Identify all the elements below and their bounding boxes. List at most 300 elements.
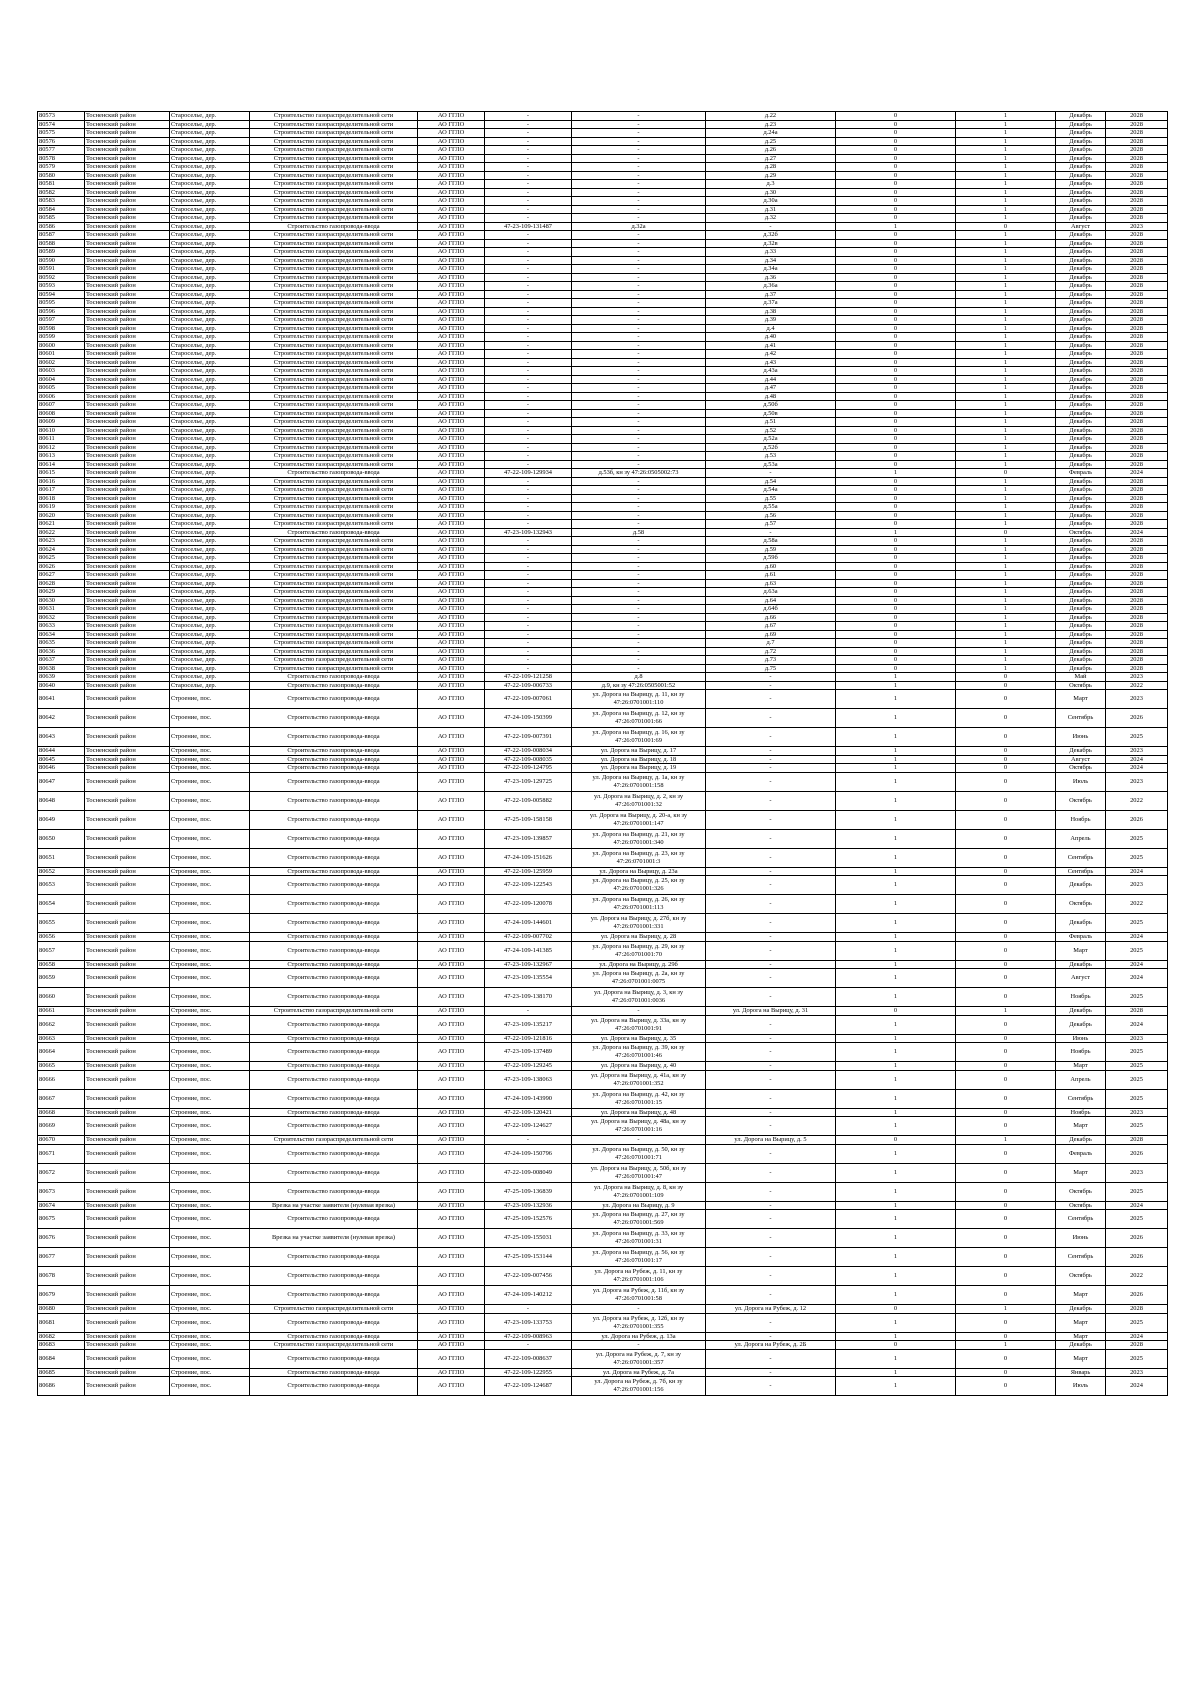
cell-address2: д.4 [706, 324, 836, 333]
cell-id: 80588 [38, 239, 85, 248]
cell-work: Строительство газораспределительной сети [250, 231, 418, 240]
cell-address2: - [706, 1201, 836, 1210]
cell-work: Строительство газопровода-ввода [250, 810, 418, 829]
cell-month: Декабрь [1056, 435, 1106, 444]
cell-district: Тосненский район [85, 681, 170, 690]
cell-month: Декабрь [1056, 520, 1106, 529]
cell-n1: 0 [836, 324, 956, 333]
cell-district: Тосненский район [85, 163, 170, 172]
cell-code: - [485, 333, 572, 342]
cell-year: 2023 [1106, 772, 1168, 791]
cell-id: 80648 [38, 791, 85, 810]
table-row [38, 426, 1168, 435]
table-row [38, 656, 1168, 665]
cell-n1: 0 [836, 171, 956, 180]
cell-n1: 0 [836, 1136, 956, 1145]
cell-work: Строительство газопровода-ввода [250, 1332, 418, 1341]
cell-n2: 0 [956, 747, 1056, 756]
cell-n1: 0 [836, 180, 956, 189]
cell-id: 80661 [38, 1007, 85, 1016]
cell-work: Строительство газораспределительной сети [250, 290, 418, 299]
cell-district: Тосненский район [85, 988, 170, 1007]
cell-code: 47-24-109-151626 [485, 848, 572, 867]
cell-address2: д.69 [706, 630, 836, 639]
cell-org: АО ГГЛО [418, 579, 485, 588]
table-row [38, 1201, 1168, 1210]
cell-address2: - [706, 1210, 836, 1229]
cell-locality: Староселье, дер. [170, 324, 250, 333]
cell-district: Тосненский район [85, 545, 170, 554]
cell-n2: 1 [956, 554, 1056, 563]
cell-n2: 1 [956, 137, 1056, 146]
cell-address1: - [572, 664, 706, 673]
cell-address1: - [572, 112, 706, 121]
table-row [38, 755, 1168, 764]
cell-month: Декабрь [1056, 231, 1106, 240]
table-row [38, 231, 1168, 240]
cell-org: АО ГГЛО [418, 290, 485, 299]
cell-work: Строительство газораспределительной сети [250, 443, 418, 452]
cell-work: Строительство газораспределительной сети [250, 435, 418, 444]
cell-address1: - [572, 494, 706, 503]
cell-code: - [485, 630, 572, 639]
cell-org: АО ГГЛО [418, 1286, 485, 1305]
cell-district: Тосненский район [85, 537, 170, 546]
cell-n2: 1 [956, 647, 1056, 656]
cell-n1: 0 [836, 460, 956, 469]
cell-month: Декабрь [1056, 562, 1106, 571]
cell-locality: Староселье, дер. [170, 154, 250, 163]
cell-org: АО ГГЛО [418, 613, 485, 622]
table-row [38, 690, 1168, 709]
cell-month: Декабрь [1056, 401, 1106, 410]
cell-id: 80592 [38, 273, 85, 282]
table-row [38, 876, 1168, 895]
cell-month: Декабрь [1056, 460, 1106, 469]
cell-district: Тосненский район [85, 197, 170, 206]
cell-year: 2023 [1106, 1368, 1168, 1377]
cell-id: 80581 [38, 180, 85, 189]
cell-locality: Строение, пос. [170, 1368, 250, 1377]
cell-org: АО ГГЛО [418, 867, 485, 876]
cell-address1: - [572, 639, 706, 648]
cell-n2: 0 [956, 1070, 1056, 1089]
cell-locality: Староселье, дер. [170, 588, 250, 597]
cell-address1: - [572, 460, 706, 469]
cell-org: АО ГГЛО [418, 772, 485, 791]
cell-month: Октябрь [1056, 1182, 1106, 1201]
cell-district: Тосненский район [85, 867, 170, 876]
cell-n1: 0 [836, 316, 956, 325]
cell-month: Февраль [1056, 469, 1106, 478]
cell-code: - [485, 409, 572, 418]
cell-address1: ул. Дорога на Вырицу, д. 9 [572, 1201, 706, 1210]
cell-n2: 1 [956, 197, 1056, 206]
cell-org: АО ГГЛО [418, 1229, 485, 1248]
cell-district: Тосненский район [85, 511, 170, 520]
cell-code: - [485, 537, 572, 546]
cell-org: АО ГГЛО [418, 520, 485, 529]
cell-address1: - [572, 443, 706, 452]
cell-org: АО ГГЛО [418, 1210, 485, 1229]
cell-work: Строительство газопровода-ввода [250, 867, 418, 876]
cell-org: АО ГГЛО [418, 1070, 485, 1089]
cell-locality: Строение, пос. [170, 941, 250, 960]
cell-locality: Строение, пос. [170, 772, 250, 791]
cell-n1: 0 [836, 154, 956, 163]
cell-n1: 1 [836, 528, 956, 537]
cell-id: 80575 [38, 129, 85, 138]
cell-work: Строительство газораспределительной сети [250, 520, 418, 529]
cell-year: 2023 [1106, 222, 1168, 231]
cell-address1: ул. Дорога на Вырицу, д. 16, кн зу 47:26:0701001:69 [572, 728, 706, 747]
cell-year: 2028 [1106, 290, 1168, 299]
cell-n2: 1 [956, 1007, 1056, 1016]
cell-district: Тосненский район [85, 690, 170, 709]
cell-month: Декабрь [1056, 605, 1106, 614]
cell-year: 2028 [1106, 248, 1168, 257]
cell-year: 2028 [1106, 180, 1168, 189]
cell-work: Строительство газопровода-ввода [250, 969, 418, 988]
cell-n1: 1 [836, 791, 956, 810]
cell-year: 2028 [1106, 418, 1168, 427]
table-row [38, 791, 1168, 810]
cell-year: 2023 [1106, 690, 1168, 709]
cell-work: Строительство газораспределительной сети [250, 579, 418, 588]
cell-id: 80631 [38, 605, 85, 614]
cell-org: АО ГГЛО [418, 435, 485, 444]
cell-month: Март [1056, 1117, 1106, 1136]
cell-month: Декабрь [1056, 452, 1106, 461]
cell-id: 80598 [38, 324, 85, 333]
cell-n2: 1 [956, 146, 1056, 155]
cell-work: Строительство газораспределительной сети [250, 622, 418, 631]
cell-address2: д.53а [706, 460, 836, 469]
cell-address1: - [572, 647, 706, 656]
cell-address2: - [706, 673, 836, 682]
cell-month: Декабрь [1056, 579, 1106, 588]
cell-month: Октябрь [1056, 1267, 1106, 1286]
cell-org: АО ГГЛО [418, 214, 485, 223]
cell-work: Строительство газопровода-ввода [250, 1070, 418, 1089]
cell-n2: 1 [956, 120, 1056, 129]
cell-n2: 1 [956, 486, 1056, 495]
cell-org: АО ГГЛО [418, 1305, 485, 1314]
cell-id: 80583 [38, 197, 85, 206]
cell-locality: Староселье, дер. [170, 622, 250, 631]
cell-locality: Староселье, дер. [170, 596, 250, 605]
cell-month: Февраль [1056, 933, 1106, 942]
cell-code: - [485, 188, 572, 197]
cell-district: Тосненский район [85, 1377, 170, 1396]
cell-id: 80614 [38, 460, 85, 469]
cell-work: Строительство газораспределительной сети [250, 503, 418, 512]
cell-district: Тосненский район [85, 316, 170, 325]
cell-month: Декабрь [1056, 180, 1106, 189]
cell-year: 2024 [1106, 1377, 1168, 1396]
cell-address1: ул. Дорога на Вырицу, д. 27б, кн зу 47:26:0701001:331 [572, 914, 706, 933]
cell-n1: 0 [836, 656, 956, 665]
cell-locality: Староселье, дер. [170, 205, 250, 214]
cell-id: 80615 [38, 469, 85, 478]
cell-locality: Строение, пос. [170, 1286, 250, 1305]
cell-year: 2028 [1106, 239, 1168, 248]
cell-id: 80596 [38, 307, 85, 316]
cell-id: 80600 [38, 341, 85, 350]
cell-month: Декабрь [1056, 477, 1106, 486]
cell-n1: 0 [836, 248, 956, 257]
cell-org: АО ГГЛО [418, 1248, 485, 1267]
table-row [38, 171, 1168, 180]
cell-locality: Староселье, дер. [170, 494, 250, 503]
cell-id: 80622 [38, 528, 85, 537]
cell-work: Строительство газопровода-ввода [250, 1267, 418, 1286]
cell-id: 80576 [38, 137, 85, 146]
cell-address2: д.37а [706, 299, 836, 308]
cell-address1: ул. Дорога на Вырицу, д. 41а, кн зу 47:26:0701001:352 [572, 1070, 706, 1089]
cell-id: 80652 [38, 867, 85, 876]
cell-month: Декабрь [1056, 656, 1106, 665]
cell-address1: - [572, 452, 706, 461]
cell-n2: 1 [956, 613, 1056, 622]
cell-year: 2028 [1106, 435, 1168, 444]
cell-address1: - [572, 358, 706, 367]
cell-id: 80605 [38, 384, 85, 393]
cell-n2: 0 [956, 1108, 1056, 1117]
cell-n1: 1 [836, 764, 956, 773]
cell-org: АО ГГЛО [418, 265, 485, 274]
cell-address2: д.43 [706, 358, 836, 367]
cell-locality: Староселье, дер. [170, 307, 250, 316]
table-row [38, 829, 1168, 848]
cell-n2: 1 [956, 316, 1056, 325]
cell-locality: Староселье, дер. [170, 477, 250, 486]
cell-district: Тосненский район [85, 914, 170, 933]
cell-address1: - [572, 1136, 706, 1145]
cell-org: АО ГГЛО [418, 681, 485, 690]
cell-n2: 1 [956, 358, 1056, 367]
cell-year: 2028 [1106, 358, 1168, 367]
cell-address1: - [572, 316, 706, 325]
cell-year: 2028 [1106, 562, 1168, 571]
cell-work: Строительство газораспределительной сети [250, 511, 418, 520]
cell-code: - [485, 452, 572, 461]
cell-code: - [485, 137, 572, 146]
cell-month: Октябрь [1056, 895, 1106, 914]
cell-address1: - [572, 622, 706, 631]
cell-id: 80672 [38, 1163, 85, 1182]
table-row [38, 486, 1168, 495]
cell-year: 2028 [1106, 630, 1168, 639]
cell-address2: - [706, 969, 836, 988]
table-row [38, 520, 1168, 529]
cell-month: Декабрь [1056, 554, 1106, 563]
cell-work: Строительство газопровода-ввода [250, 1034, 418, 1043]
cell-org: АО ГГЛО [418, 960, 485, 969]
cell-org: АО ГГЛО [418, 511, 485, 520]
cell-address1: - [572, 426, 706, 435]
cell-id: 80630 [38, 596, 85, 605]
cell-n1: 1 [836, 867, 956, 876]
cell-address2: д.34а [706, 265, 836, 274]
cell-n2: 0 [956, 1144, 1056, 1163]
cell-locality: Староселье, дер. [170, 418, 250, 427]
cell-locality: Староселье, дер. [170, 469, 250, 478]
cell-month: Март [1056, 690, 1106, 709]
cell-locality: Строение, пос. [170, 1201, 250, 1210]
cell-month: Ноябрь [1056, 1108, 1106, 1117]
table-row [38, 1332, 1168, 1341]
cell-n2: 0 [956, 914, 1056, 933]
cell-n2: 1 [956, 129, 1056, 138]
cell-code: - [485, 460, 572, 469]
cell-address1: ул. Дорога на Вырицу, д. 42, кн зу 47:26:0701001:15 [572, 1089, 706, 1108]
table-row [38, 435, 1168, 444]
cell-address2: - [706, 876, 836, 895]
cell-id: 80664 [38, 1043, 85, 1062]
cell-n1: 0 [836, 137, 956, 146]
cell-code: - [485, 384, 572, 393]
cell-code: 47-22-109-120078 [485, 895, 572, 914]
cell-district: Тосненский район [85, 1007, 170, 1016]
cell-n1: 1 [836, 1034, 956, 1043]
cell-month: Апрель [1056, 829, 1106, 848]
cell-n2: 1 [956, 503, 1056, 512]
cell-id: 80577 [38, 146, 85, 155]
cell-n2: 0 [956, 1163, 1056, 1182]
cell-locality: Строение, пос. [170, 895, 250, 914]
table-row [38, 528, 1168, 537]
cell-address1: ул. Дорога на Рубеж, д. 12б, кн зу 47:26:0701001:355 [572, 1313, 706, 1332]
cell-n2: 0 [956, 988, 1056, 1007]
cell-month: Декабрь [1056, 163, 1106, 172]
cell-n2: 1 [956, 231, 1056, 240]
cell-n2: 1 [956, 239, 1056, 248]
cell-month: Декабрь [1056, 876, 1106, 895]
table-row [38, 1368, 1168, 1377]
cell-district: Тосненский район [85, 384, 170, 393]
cell-locality: Староселье, дер. [170, 562, 250, 571]
cell-code: - [485, 511, 572, 520]
table-row [38, 1070, 1168, 1089]
cell-year: 2028 [1106, 571, 1168, 580]
cell-id: 80591 [38, 265, 85, 274]
register-table [37, 111, 1168, 1396]
cell-district: Тосненский район [85, 895, 170, 914]
cell-id: 80629 [38, 588, 85, 597]
table-row [38, 1089, 1168, 1108]
cell-month: Декабрь [1056, 290, 1106, 299]
cell-locality: Староселье, дер. [170, 435, 250, 444]
cell-n2: 1 [956, 588, 1056, 597]
cell-district: Тосненский район [85, 256, 170, 265]
cell-year: 2028 [1106, 1007, 1168, 1016]
cell-address2: д.32б [706, 231, 836, 240]
cell-year: 2024 [1106, 933, 1168, 942]
cell-n1: 1 [836, 755, 956, 764]
cell-n2: 0 [956, 1089, 1056, 1108]
cell-address2: д.27 [706, 154, 836, 163]
table-row [38, 214, 1168, 223]
cell-month: Декабрь [1056, 333, 1106, 342]
cell-address1: - [572, 290, 706, 299]
cell-org: АО ГГЛО [418, 664, 485, 673]
cell-n1: 0 [836, 341, 956, 350]
cell-month: Декабрь [1056, 137, 1106, 146]
cell-address1: - [572, 341, 706, 350]
cell-id: 80607 [38, 401, 85, 410]
cell-locality: Строение, пос. [170, 1313, 250, 1332]
cell-year: 2022 [1106, 791, 1168, 810]
cell-address2: д.37 [706, 290, 836, 299]
cell-district: Тосненский район [85, 1043, 170, 1062]
cell-month: Октябрь [1056, 764, 1106, 773]
cell-n2: 1 [956, 571, 1056, 580]
cell-locality: Строение, пос. [170, 1070, 250, 1089]
cell-district: Тосненский район [85, 341, 170, 350]
cell-address1: - [572, 231, 706, 240]
cell-work: Строительство газораспределительной сети [250, 316, 418, 325]
cell-month: Декабрь [1056, 197, 1106, 206]
cell-address2: д.64 [706, 596, 836, 605]
cell-code: 47-24-109-144601 [485, 914, 572, 933]
cell-address2: - [706, 1368, 836, 1377]
cell-work: Строительство газораспределительной сети [250, 265, 418, 274]
cell-work: Строительство газораспределительной сети [250, 205, 418, 214]
cell-code: - [485, 622, 572, 631]
cell-code: 47-22-109-008963 [485, 1332, 572, 1341]
cell-year: 2028 [1106, 537, 1168, 546]
cell-address2: д.34 [706, 256, 836, 265]
cell-locality: Староселье, дер. [170, 571, 250, 580]
cell-address2: д.61 [706, 571, 836, 580]
table-row [38, 112, 1168, 121]
cell-locality: Строение, пос. [170, 848, 250, 867]
cell-code: - [485, 341, 572, 350]
cell-address1: - [572, 630, 706, 639]
cell-year: 2026 [1106, 810, 1168, 829]
cell-district: Тосненский район [85, 375, 170, 384]
cell-address1: ул. Дорога на Вырицу, д. 8, кн зу 47:26:0701001:109 [572, 1182, 706, 1201]
cell-n1: 1 [836, 709, 956, 728]
cell-address1: ул. Дорога на Вырицу, д. 33, кн зу 47:26:0701001:31 [572, 1229, 706, 1248]
cell-year: 2024 [1106, 1201, 1168, 1210]
cell-locality: Строение, пос. [170, 1043, 250, 1062]
cell-address1: - [572, 596, 706, 605]
cell-org: АО ГГЛО [418, 188, 485, 197]
cell-address2: - [706, 1034, 836, 1043]
cell-n2: 1 [956, 426, 1056, 435]
table-row [38, 460, 1168, 469]
cell-org: АО ГГЛО [418, 673, 485, 682]
cell-org: АО ГГЛО [418, 316, 485, 325]
cell-month: Декабрь [1056, 960, 1106, 969]
cell-district: Тосненский район [85, 630, 170, 639]
cell-work: Строительство газораспределительной сети [250, 477, 418, 486]
cell-address1: ул. Дорога на Рубеж, д. 7б, кн зу 47:26:0701001:156 [572, 1377, 706, 1396]
cell-id: 80613 [38, 452, 85, 461]
cell-month: Декабрь [1056, 341, 1106, 350]
cell-month: Декабрь [1056, 503, 1106, 512]
cell-work: Строительство газораспределительной сети [250, 171, 418, 180]
cell-n1: 0 [836, 418, 956, 427]
cell-month: Декабрь [1056, 129, 1106, 138]
cell-work: Строительство газораспределительной сети [250, 554, 418, 563]
cell-year: 2028 [1106, 324, 1168, 333]
cell-locality: Староселье, дер. [170, 681, 250, 690]
cell-org: АО ГГЛО [418, 154, 485, 163]
cell-id: 80663 [38, 1034, 85, 1043]
